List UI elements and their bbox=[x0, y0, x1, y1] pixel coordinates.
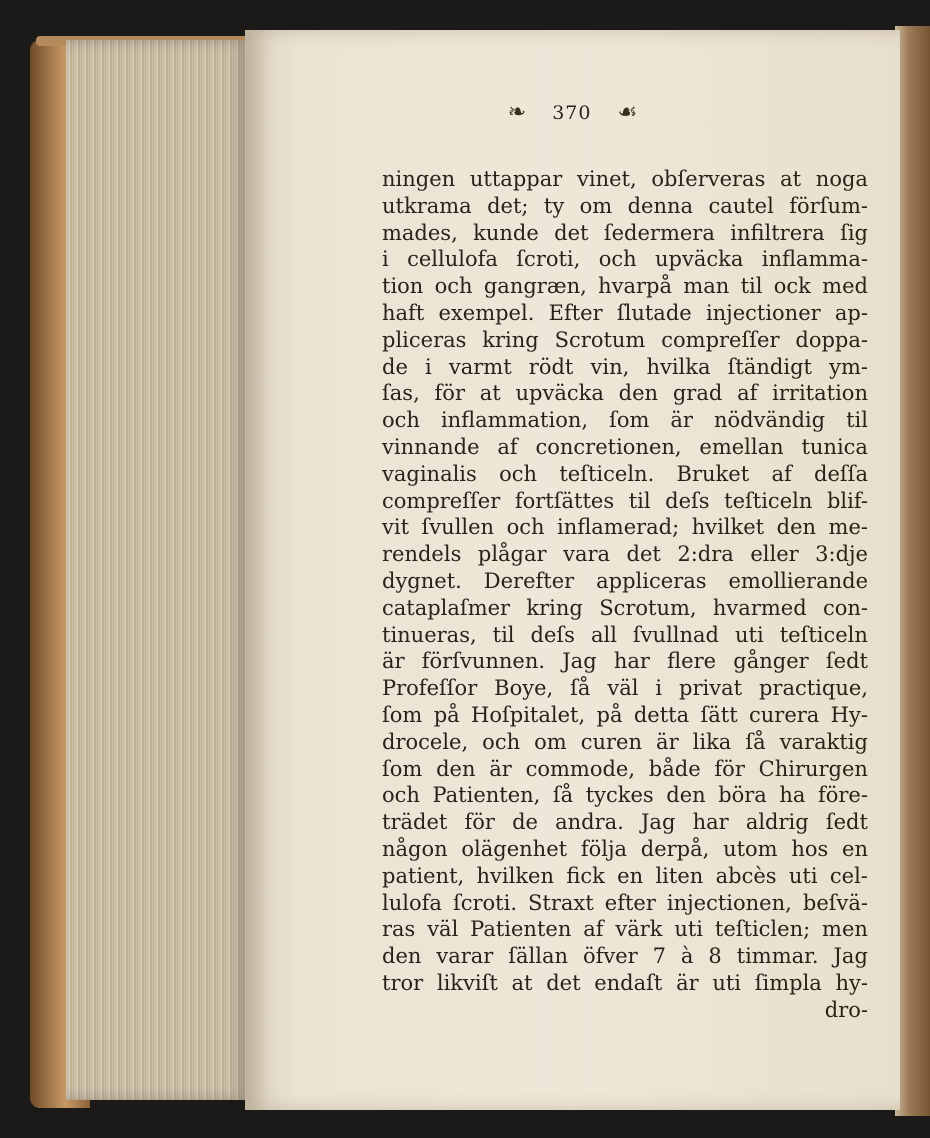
catchword: dro- bbox=[824, 997, 868, 1022]
text-line: rendels plågar vara det 2:dra eller 3:dje bbox=[382, 542, 868, 567]
text-line: mades, kunde det ſedermera infiltrera ſig bbox=[382, 220, 868, 245]
text-line: och inflammation, ſom är nödvändig til bbox=[382, 408, 868, 433]
left-ornament-icon: ❧ bbox=[507, 100, 527, 125]
text-line: ras väl Patienten af värk uti teſticlen; men bbox=[382, 917, 868, 942]
page-number: 370 bbox=[552, 102, 592, 124]
text-line: i cellulofa ſcroti, och upväcka inflamma- bbox=[382, 247, 868, 272]
text-line: är förſvunnen. Jag har flere gånger ſedt bbox=[382, 649, 868, 674]
text-line: de i varmt rödt vin, hvilka ſtändigt ym- bbox=[382, 354, 868, 379]
text-line: vaginalis och teſticeln. Bruket af deſſa bbox=[382, 461, 868, 486]
text-line: någon olägenhet följa derpå, utom hos en bbox=[382, 836, 868, 861]
text-line: tion och gangræn, hvarpå man til ock med bbox=[382, 274, 868, 299]
text-line: lulofa ſcroti. Straxt efter injectionen, beſvä- bbox=[382, 890, 868, 915]
text-line: tinueras, til deſs all ſvullnad uti teſticeln bbox=[382, 622, 868, 647]
text-line: haft exempel. Efter ſlutade injectioner ap- bbox=[382, 300, 868, 325]
text-line: vinnande af concretionen, emellan tunica bbox=[382, 434, 868, 459]
text-line: dygnet. Derefter appliceras emollierande bbox=[382, 568, 868, 593]
text-line: utkrama det; ty om denna cautel förſum- bbox=[382, 193, 868, 218]
text-line: ſom på Hoſpitalet, på detta ſätt curera Hy- bbox=[382, 702, 868, 727]
text-line: Profeſſor Boye, ſå väl i privat practique, bbox=[382, 676, 868, 701]
body-text bbox=[382, 166, 868, 1024]
text-line: drocele, och om curen är lika ſå varaktig bbox=[382, 729, 868, 754]
text-line: den varar ſällan öfver 7 à 8 timmar. Jag bbox=[382, 944, 868, 969]
text-line: vit ſvullen och inflamerad; hvilket den me- bbox=[382, 515, 868, 540]
page-header bbox=[245, 98, 900, 128]
text-line: pliceras kring Scrotum compreſſer doppa- bbox=[382, 327, 868, 352]
text-line: ſom den är commode, både för Chirurgen bbox=[382, 756, 868, 781]
text-line: trädet för de andra. Jag har aldrig ſedt bbox=[382, 810, 868, 835]
text-line: compreſſer fortſättes til deſs teſticeln blif- bbox=[382, 488, 868, 513]
page-stack bbox=[66, 40, 250, 1100]
book-cover-right bbox=[895, 26, 930, 1116]
text-line: ſas, för at upväcka den grad af irritation bbox=[382, 381, 868, 406]
book-page bbox=[245, 30, 900, 1110]
text-line: tror likviſt at det endaſt är uti ſimpla hy- bbox=[382, 970, 868, 995]
text-line: ningen uttappar vinet, obſerveras at noga bbox=[382, 167, 868, 191]
text-line: cataplaſmer kring Scrotum, hvarmed con- bbox=[382, 595, 868, 620]
right-ornament-icon: ☙ bbox=[617, 100, 638, 125]
text-line: patient, hvilken fick en liten abcès uti cel- bbox=[382, 863, 868, 888]
text-line: och Patienten, ſå tyckes den böra ha före- bbox=[382, 783, 868, 808]
